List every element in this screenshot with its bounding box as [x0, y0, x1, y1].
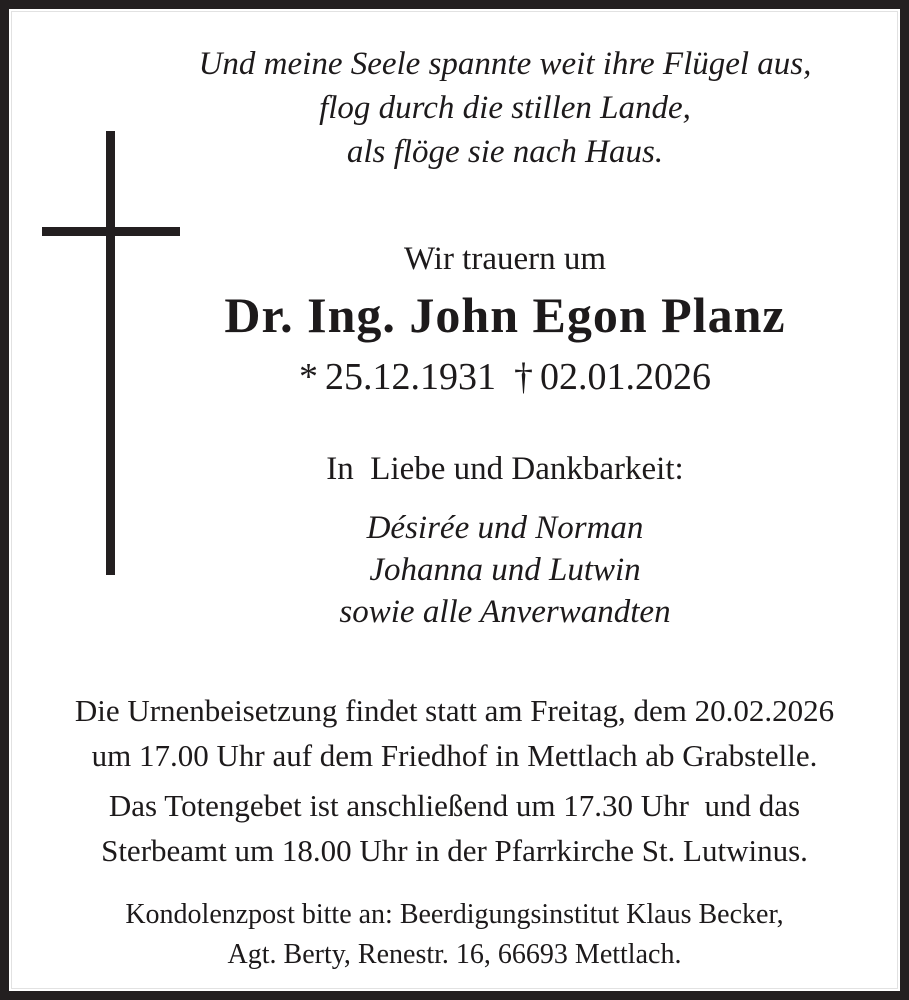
burial-paragraph	[9, 688, 900, 778]
mourners	[110, 507, 900, 633]
birth-date: * 25.12.1931	[299, 356, 496, 398]
death-dagger-symbol: †	[514, 356, 533, 398]
poem-line: als flöge sie nach Haus.	[346, 134, 664, 170]
mourner-line: Johanna und Lutwin	[369, 552, 641, 588]
deceased-name: Dr. Ing. John Egon Planz	[224, 287, 786, 343]
condolence-paragraph	[9, 895, 900, 975]
poem-line: Und meine Seele spannte weit ihre Flügel aus,	[198, 46, 812, 82]
birth-star-symbol: *	[299, 356, 318, 398]
poem	[110, 42, 900, 174]
mourning-intro: Wir trauern um	[403, 241, 607, 277]
condolence-line: Kondolenzpost bitte an: Beerdigungsinstitut Klaus Becker,	[125, 899, 784, 930]
service-paragraph	[9, 783, 900, 873]
life-dates	[110, 353, 900, 401]
service-line: Das Totengebet ist anschließend um 17.30 Uhr und das	[108, 788, 801, 823]
death-date: † 02.01.2026	[514, 356, 711, 398]
burial-line: um 17.00 Uhr auf dem Friedhof in Mettlach ab Grabstelle.	[91, 738, 818, 773]
mourner-line: Désirée und Norman	[366, 510, 644, 546]
condolence-line: Agt. Berty, Renestr. 16, 66693 Mettlach.	[227, 939, 682, 970]
service-line: Sterbeamt um 18.00 Uhr in der Pfarrkirche St. Lutwinus.	[101, 833, 808, 868]
cross-horizontal-bar	[42, 227, 180, 236]
burial-line: Die Urnenbeisetzung findet statt am Freitag, dem 20.02.2026	[74, 693, 835, 728]
poem-line: flog durch die stillen Lande,	[319, 90, 691, 126]
mourner-line: sowie alle Anverwandten	[339, 594, 671, 630]
gratitude-line: In Liebe und Dankbarkeit:	[326, 451, 684, 487]
